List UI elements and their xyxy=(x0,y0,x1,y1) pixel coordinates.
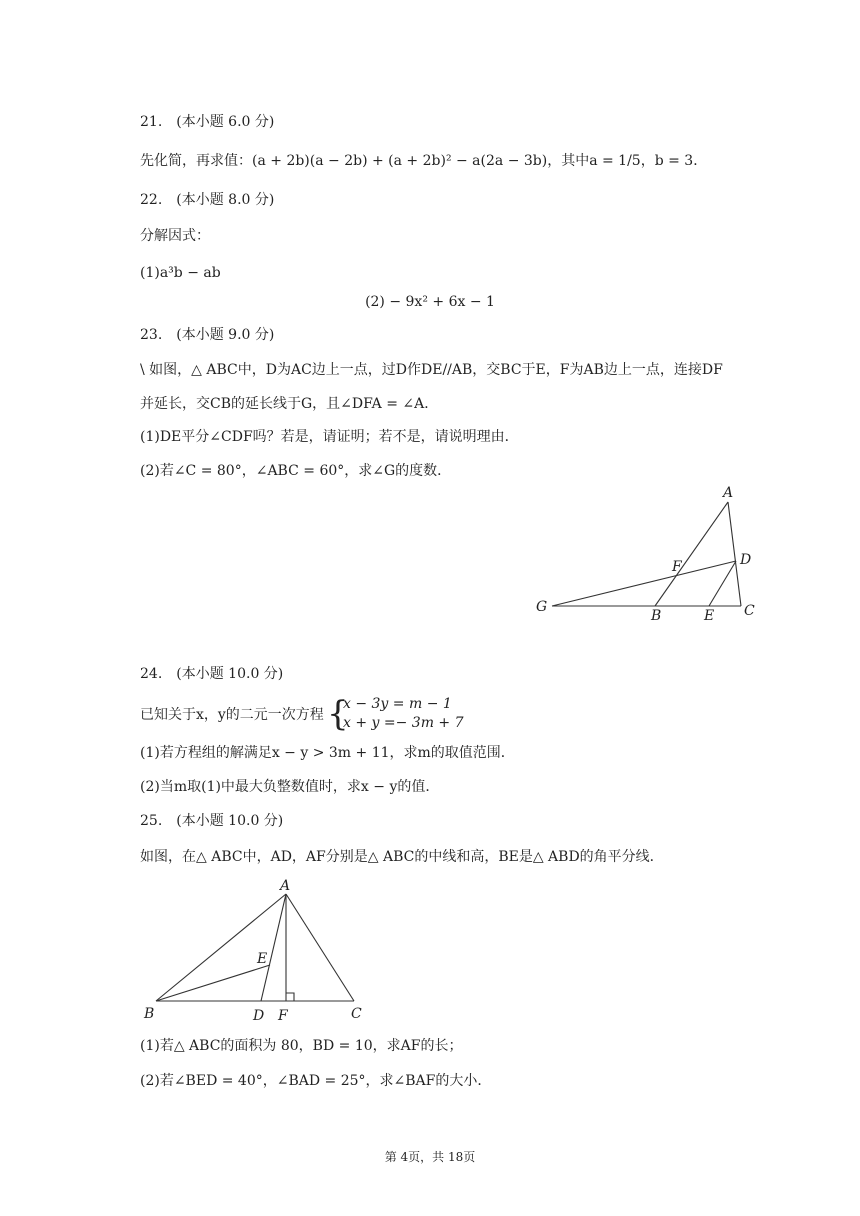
q24-eq2: x + y =− 3m + 7 xyxy=(343,715,464,731)
q25-part1: (1)若△ ABC的面积为 80，BD = 10，求AF的长； xyxy=(140,1038,463,1054)
q23-part1: (1)DE平分∠CDF吗？若是，请证明；若不是，请说明理由． xyxy=(140,429,519,445)
label-E: E xyxy=(704,608,715,624)
q23-text-line2: 并延长，交CB的延长线于G，且∠DFA = ∠A． xyxy=(140,396,439,412)
q21-text: 先化简，再求值：(a + 2b)(a − 2b) + (a + 2b)² − a(2a − 3b)，其中a = 1/5，b = 3． xyxy=(140,153,708,169)
q24-part1: (1)若方程组的解满足x − y > 3m + 11，求m的取值范围． xyxy=(140,745,515,761)
label-E: E xyxy=(257,951,268,967)
q22-part2: (2) − 9x² + 6x − 1 xyxy=(365,294,495,310)
q23-figure xyxy=(530,480,770,630)
segment-GD xyxy=(552,561,736,606)
segment-DE xyxy=(709,561,736,606)
q23-part2: (2)若∠C = 80°，∠ABC = 60°，求∠G的度数． xyxy=(140,463,452,479)
q24-header: 24. (本小题 10.0 分) xyxy=(140,666,284,682)
q24-intro: 已知关于x，y的二元一次方程 xyxy=(140,707,324,723)
label-B: B xyxy=(651,608,662,624)
label-A: A xyxy=(723,485,734,501)
label-F: F xyxy=(278,1008,288,1024)
q22-intro: 分解因式： xyxy=(140,228,210,244)
q22-header: 22. (本小题 8.0 分) xyxy=(140,192,275,208)
label-D: D xyxy=(253,1008,265,1024)
page-footer: 第 4页，共 18页 xyxy=(384,1150,476,1164)
right-angle-mark xyxy=(286,993,294,1001)
label-C: C xyxy=(351,1006,362,1022)
label-F: F xyxy=(672,559,682,575)
label-A: A xyxy=(280,878,291,894)
segment-AB xyxy=(156,894,286,1001)
q24-part2: (2)当m取(1)中最大负整数值时，求x − y的值． xyxy=(140,779,440,795)
system-brace: { xyxy=(327,694,349,734)
label-C: C xyxy=(744,603,755,619)
segment-BE xyxy=(156,965,270,1001)
q23-header: 23. (本小题 9.0 分) xyxy=(140,327,275,343)
segment-AB xyxy=(655,502,728,606)
q21-header: 21. (本小题 6.0 分) xyxy=(140,114,275,130)
q22-part1: (1)a³b − ab xyxy=(140,265,221,281)
q24-eq1: x − 3y = m − 1 xyxy=(343,696,452,712)
q25-part2: (2)若∠BED = 40°，∠BAD = 25°，求∠BAF的大小． xyxy=(140,1073,492,1089)
segment-AC xyxy=(286,894,354,1001)
q25-text: 如图，在△ ABC中，AD，AF分别是△ ABC的中线和高，BE是△ ABD的角平分线． xyxy=(140,849,664,865)
q25-figure xyxy=(140,874,380,1024)
q25-header: 25. (本小题 10.0 分) xyxy=(140,813,284,829)
segment-AD xyxy=(261,894,286,1001)
label-B: B xyxy=(144,1006,155,1022)
label-G: G xyxy=(536,599,548,615)
q23-text-line1: \ 如图，△ ABC中，D为AC边上一点，过D作DE//AB，交BC于E，F为AB边上一点，连接DF xyxy=(140,362,723,378)
label-D: D xyxy=(740,552,752,568)
